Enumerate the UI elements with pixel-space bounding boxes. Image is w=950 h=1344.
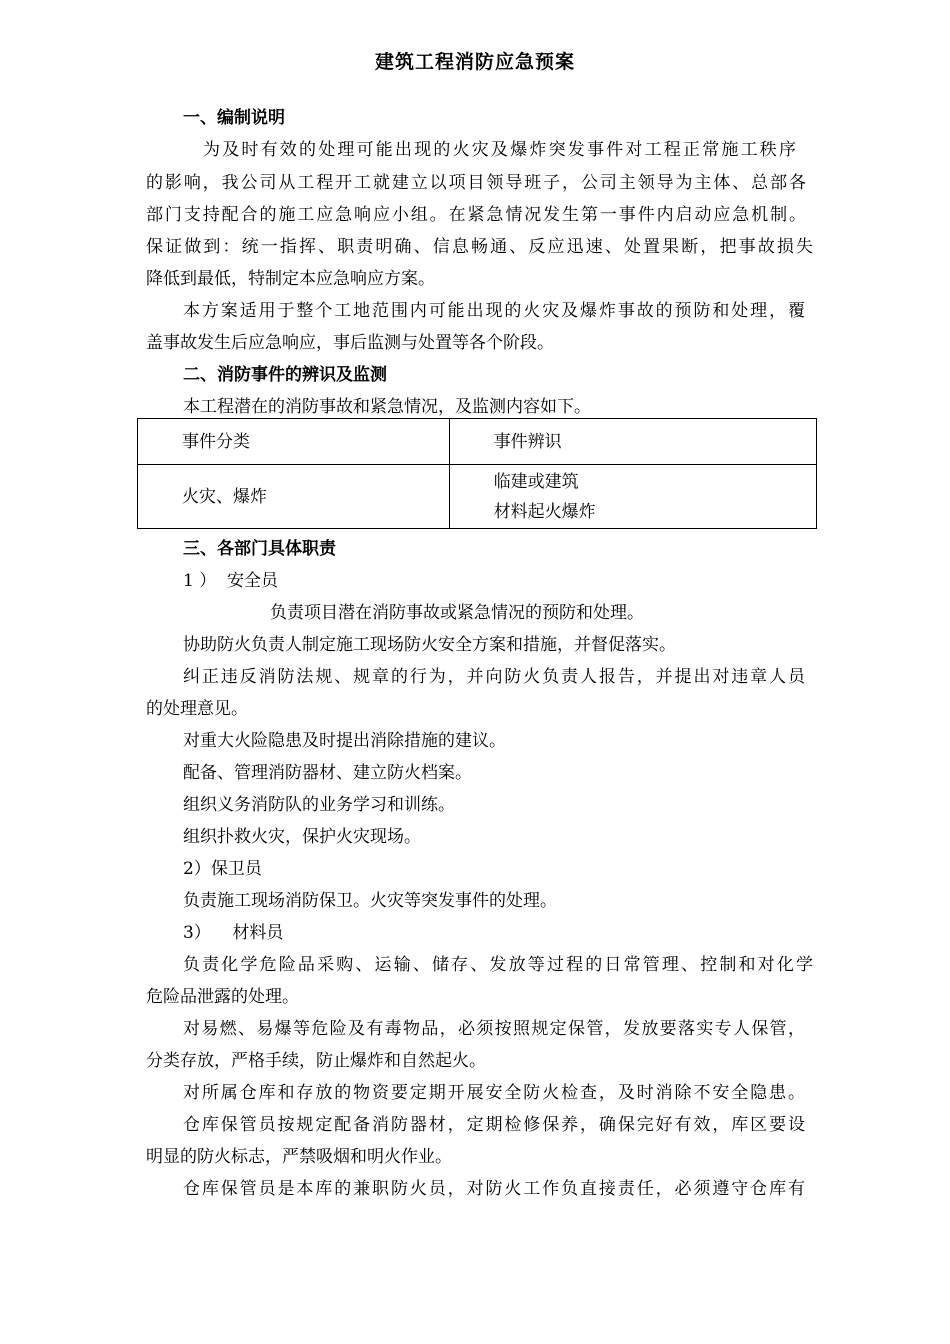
table-header-row	[138, 419, 817, 465]
role-label-material: 3） 材料员	[183, 923, 284, 943]
duty-line: 协助防火负责人制定施工现场防火安全方案和措施，并督促落实。	[183, 635, 676, 655]
paragraph-line: 保证做到：统一指挥、职责明确、信息畅通、反应迅速、处置果断，把事故损失	[146, 237, 813, 257]
duty-line: 危险品泄露的处理。	[146, 987, 299, 1007]
paragraph-line: 的影响，我公司从工程开工就建立以项目领导班子，公司主领导为主体、总部各	[146, 173, 806, 193]
duty-line: 配备、管理消防器材、建立防火档案。	[183, 763, 472, 783]
duty-line: 负责化学危险品采购、运输、储存、发放等过程的日常管理、控制和对化学	[183, 955, 813, 975]
section-heading-1: 一、编制说明	[183, 108, 285, 128]
duty-line: 负责项目潜在消防事故或紧急情况的预防和处理。	[270, 603, 644, 623]
table-row	[138, 465, 817, 529]
duty-line: 纠正违反消防法规、规章的行为，并向防火负责人报告，并提出对违章人员	[183, 667, 805, 687]
duty-line: 仓库保管员是本库的兼职防火员，对防火工作负直接责任，必须遵守仓库有	[183, 1179, 805, 1199]
paragraph-line: 盖事故发生后应急响应，事后监测与处置等各个阶段。	[146, 333, 554, 353]
duty-line: 负责施工现场消防保卫。火灾等突发事件的处理。	[183, 891, 557, 911]
section-heading-2: 二、消防事件的辨识及监测	[183, 365, 387, 385]
section-heading-3: 三、各部门具体职责	[183, 539, 336, 559]
cell-identification-line: 材料起火爆炸	[493, 501, 596, 522]
role-label-safety: 1 ） 安全员	[183, 571, 279, 591]
cell-category: 火灾、爆炸	[182, 486, 267, 507]
role-label-guard: 2）保卫员	[183, 859, 262, 879]
event-table	[137, 418, 817, 529]
duty-line: 仓库保管员按规定配备消防器材，定期检修保养，确保完好有效，库区要设	[183, 1115, 805, 1135]
cell-identification-line: 临建或建筑	[493, 471, 579, 492]
table-header-cell	[138, 419, 450, 465]
table-intro: 本工程潜在的消防事故和紧急情况，及监测内容如下。	[183, 397, 591, 417]
duty-line: 的处理意见。	[146, 699, 248, 719]
paragraph-line: 降低到最低，特制定本应急响应方案。	[146, 269, 435, 289]
duty-line: 对易燃、易爆等危险及有毒物品，必须按照规定保管，发放要落实专人保管，	[183, 1019, 805, 1039]
header-category: 事件分类	[182, 431, 250, 452]
paragraph-line: 部门支持配合的施工应急响应小组。在紧急情况发生第一事件内启动应急机制。	[146, 205, 806, 225]
duty-line: 明显的防火标志，严禁吸烟和明火作业。	[146, 1147, 452, 1167]
table-cell	[138, 465, 450, 529]
duty-line: 分类存放，严格手续，防止爆炸和自然起火。	[146, 1051, 486, 1071]
duty-line: 对所属仓库和存放的物资要定期开展安全防火检查，及时消除不安全隐患。	[183, 1083, 805, 1103]
table-header-cell	[449, 419, 816, 465]
paragraph-line: 本方案适用于整个工地范围内可能出现的火灾及爆炸事故的预防和处理，覆	[183, 301, 805, 321]
table-cell	[449, 465, 816, 529]
duty-line: 组织义务消防队的业务学习和训练。	[183, 795, 455, 815]
paragraph-line: 为及时有效的处理可能出现的火灾及爆炸突发事件对工程正常施工秩序	[203, 140, 796, 160]
duty-line: 对重大火险隐患及时提出消除措施的建议。	[183, 731, 506, 751]
header-identification: 事件辨识	[493, 431, 562, 452]
document-title: 建筑工程消防应急预案	[374, 51, 575, 73]
duty-line: 组织扑救火灾，保护火灾现场。	[183, 827, 421, 847]
